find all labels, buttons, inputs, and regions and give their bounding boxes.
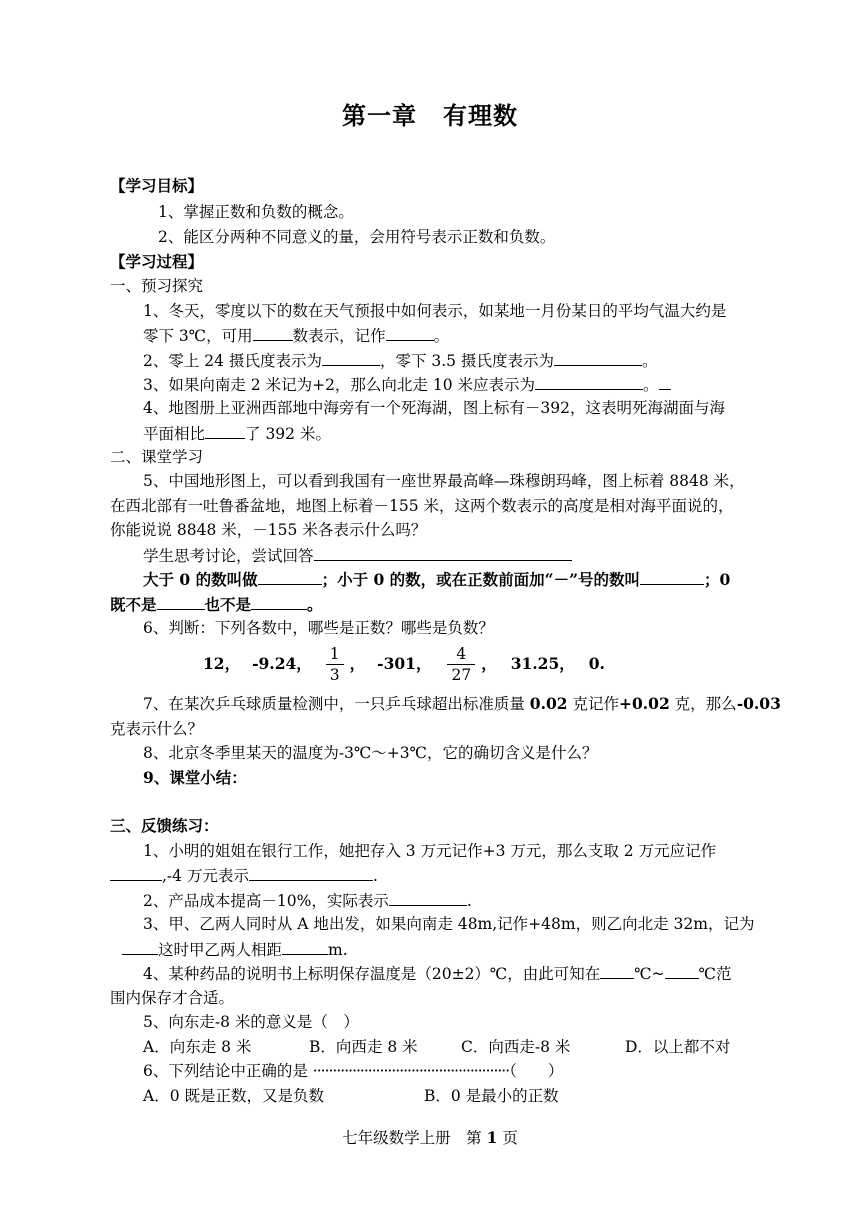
question-5-line-3: 你能说说 8848 米，－155 米各表示什么吗？ — [110, 521, 427, 539]
class-heading: 二、课堂学习 — [110, 448, 204, 466]
exercise-5-options — [143, 1037, 730, 1057]
definition-line-1: 大于 0 的数叫做 ；小于 0 的数，或在正数前面加“－”号的数叫 ；0 — [143, 570, 731, 589]
preview-heading: 一、预习探究 — [110, 277, 204, 295]
exercise-2: 2、产品成本提高－10%，实际表示 . — [143, 892, 472, 910]
number-list: 12， -9.24， $\frac{1}{3}$ ， -301， $\frac{4}{27}$ ， 31.25， 0. — [203, 644, 605, 684]
page-title: 第一章 有理数 — [342, 101, 518, 130]
question-9: 9、课堂小结： — [143, 768, 247, 787]
exercise-3-line-2: 这时甲乙两人相距 m. — [122, 939, 348, 960]
question-4-line-2: 平面相比 了 392 米。 — [143, 425, 331, 443]
discussion-line: 学生思考讨论，尝试回答 — [143, 545, 572, 566]
fraction-one-third: $\frac{1}{3}$ — [326, 644, 344, 685]
exercise-6: 6、下列结论中正确的是 ··················································（ ） — [143, 1062, 564, 1080]
objective-item: 1、掌握正数和负数的概念。 — [158, 203, 354, 221]
question-5-line-1: 5、中国地形图上，可以看到我国有一座世界最高峰—珠穆朗玛峰，图上标着 8848 米， — [143, 472, 745, 490]
exercise-6-options — [143, 1086, 559, 1106]
option-c: C．向西走-8 米 — [461, 1038, 571, 1056]
option-a: A．向东走 8 米 — [143, 1038, 252, 1056]
option-d: D．以上都不对 — [625, 1038, 731, 1056]
question-7-line-1: 7、在某次乒乓球质量检测中，一只乒乓球超出标准质量 0.02 克记作+0.02 克，那么-0.03 — [143, 694, 781, 713]
option-b: B．向西走 8 米 — [309, 1038, 418, 1056]
exercise-3-line-1: 3、甲、乙两人同时从 A 地出发，如果向南走 48m,记作+48m，则乙向北走 32m，记为 — [143, 915, 755, 933]
question-2: 2、零上 24 摄氏度表示为 ，零下 3.5 摄氏度表示为 。 — [143, 352, 658, 370]
question-8: 8、北京冬季里某天的温度为-3℃～+3℃，它的确切含义是什么？ — [143, 744, 598, 762]
process-heading: 【学习过程】 — [110, 252, 204, 271]
question-1-line-1: 1、冬天，零度以下的数在天气预报中如何表示，如某地一月份某日的平均气温大约是 — [143, 302, 727, 320]
question-5-line-2: 在西北部有一吐鲁番盆地，地图上标着－155 米，这两个数表示的高度是相对海平面说的， — [110, 497, 734, 515]
feedback-heading: 三、反馈练习： — [110, 816, 219, 835]
question-1-line-2: 零下 3℃，可用 数表示，记作 。 — [143, 327, 450, 345]
exercise-1-line-1: 1、小明的姐姐在银行工作，她把存入 3 万元记作+3 万元，那么支取 2 万元应记作 — [143, 842, 717, 860]
definition-line-2: 既不是 也不是 。 — [110, 595, 323, 614]
exercise-5: 5、向东走-8 米的意义是（ ） — [143, 1013, 359, 1031]
option-b: B．0 是最小的正数 — [424, 1087, 559, 1105]
fraction-four-27ths: $\frac{4}{27}$ — [447, 644, 475, 685]
question-4-line-1: 4、地图册上亚洲西部地中海旁有一个死海湖，图上标有－392，这表明死海湖面与海 — [143, 399, 725, 417]
exercise-1-line-2: ,-4 万元表示 . — [110, 865, 378, 886]
page-footer: 七年级数学上册 第 1 页 — [342, 1128, 518, 1147]
question-7-line-2: 克表示什么？ — [110, 720, 204, 738]
exercise-4-line-2: 围内保存才合适。 — [110, 989, 235, 1007]
option-a: A．0 既是正数，又是负数 — [143, 1087, 324, 1105]
question-3: 3、如果向南走 2 米记为+2，那么向北走 10 米应表示为 。 — [143, 374, 671, 395]
question-6: 6、判断：下列各数中，哪些是正数？哪些是负数？ — [143, 619, 494, 637]
objective-item: 2、能区分两种不同意义的量，会用符号表示正数和负数。 — [158, 228, 556, 246]
objectives-heading: 【学习目标】 — [110, 176, 204, 195]
exercise-4-line-1: 4、某种药品的说明书上标明保存温度是（20±2）℃，由此可知在 ℃~ ℃范 — [143, 965, 732, 983]
